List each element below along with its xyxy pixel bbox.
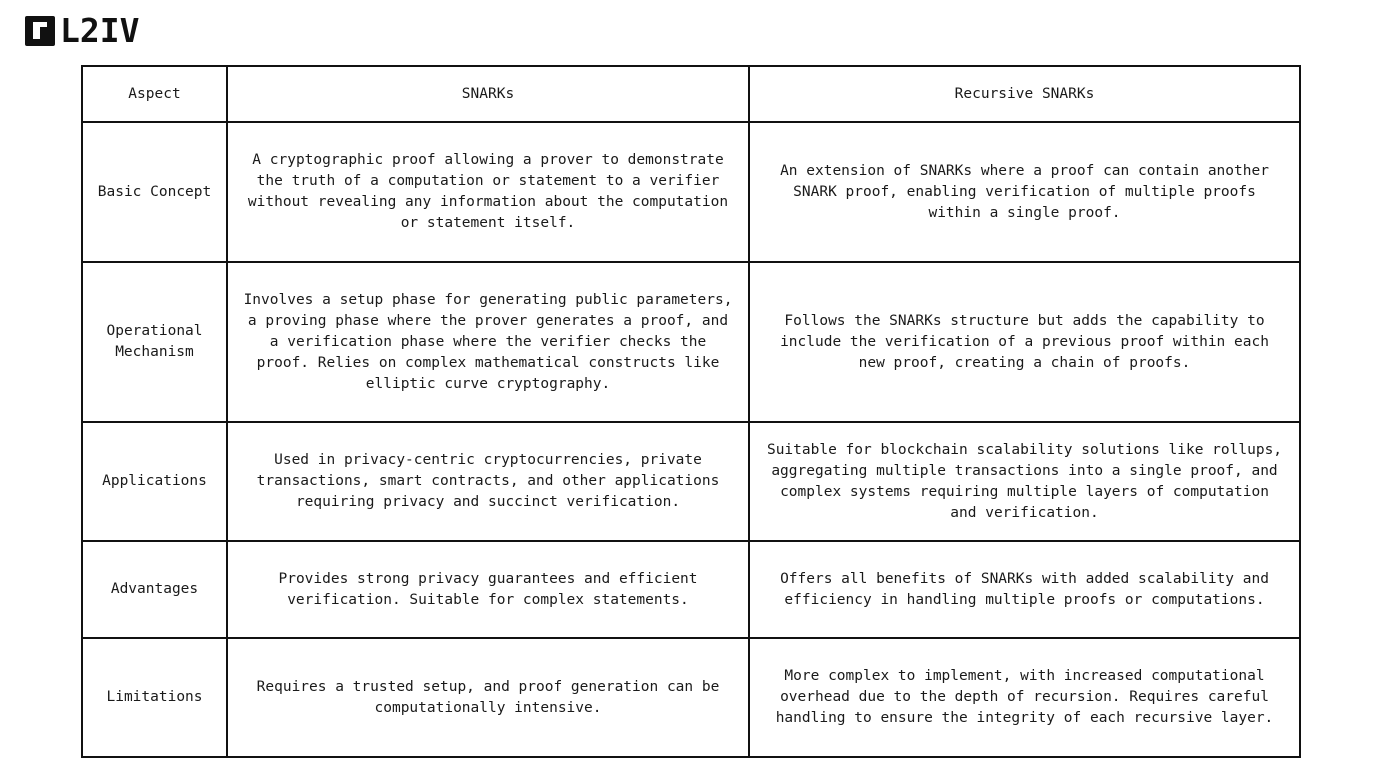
aspect-cell: Basic Concept [82, 122, 227, 262]
comparison-table [81, 65, 1301, 758]
aspect-cell: Operational Mechanism [82, 262, 227, 422]
table-header-row [82, 66, 1300, 122]
table-row [82, 541, 1300, 638]
snarks-cell: A cryptographic proof allowing a prover to demonstrate the truth of a computation or statement to a verifier without revealing any information about the computation or statement itself. [227, 122, 749, 262]
snarks-cell: Used in privacy-centric cryptocurrencies, private transactions, smart contracts, and other applications requiring privacy and succinct verification. [227, 422, 749, 541]
aspect-cell: Limitations [82, 638, 227, 757]
header-aspect: Aspect [82, 66, 227, 122]
recursive-snarks-cell: Follows the SNARKs structure but adds the capability to include the verification of a previous proof within each new proof, creating a chain of proofs. [749, 262, 1300, 422]
aspect-cell: Applications [82, 422, 227, 541]
recursive-snarks-cell: Offers all benefits of SNARKs with added scalability and efficiency in handling multiple proofs or computations. [749, 541, 1300, 638]
table-row [82, 262, 1300, 422]
recursive-snarks-cell: An extension of SNARKs where a proof can contain another SNARK proof, enabling verification of multiple proofs within a single proof. [749, 122, 1300, 262]
brand-name: L2IV [60, 11, 140, 50]
aspect-cell: Advantages [82, 541, 227, 638]
recursive-snarks-cell: Suitable for blockchain scalability solutions like rollups, aggregating multiple transactions into a single proof, and complex systems requiring multiple layers of computation and verification. [749, 422, 1300, 541]
table-row [82, 638, 1300, 757]
table-row [82, 422, 1300, 541]
brand-logo [25, 11, 140, 50]
recursive-snarks-cell: More complex to implement, with increased computational overhead due to the depth of recursion. Requires careful handling to ensure the integrity of each recursive layer. [749, 638, 1300, 757]
snarks-cell: Involves a setup phase for generating public parameters, a proving phase where the prover generates a proof, and a verification phase where the verifier checks the proof. Relies on complex mathematical constructs like elliptic curve cryptography. [227, 262, 749, 422]
table-row [82, 122, 1300, 262]
header-snarks: SNARKs [227, 66, 749, 122]
l2iv-logo-icon [25, 16, 55, 46]
snarks-cell: Requires a trusted setup, and proof generation can be computationally intensive. [227, 638, 749, 757]
header-recursive-snarks: Recursive SNARKs [749, 66, 1300, 122]
snarks-cell: Provides strong privacy guarantees and efficient verification. Suitable for complex statements. [227, 541, 749, 638]
